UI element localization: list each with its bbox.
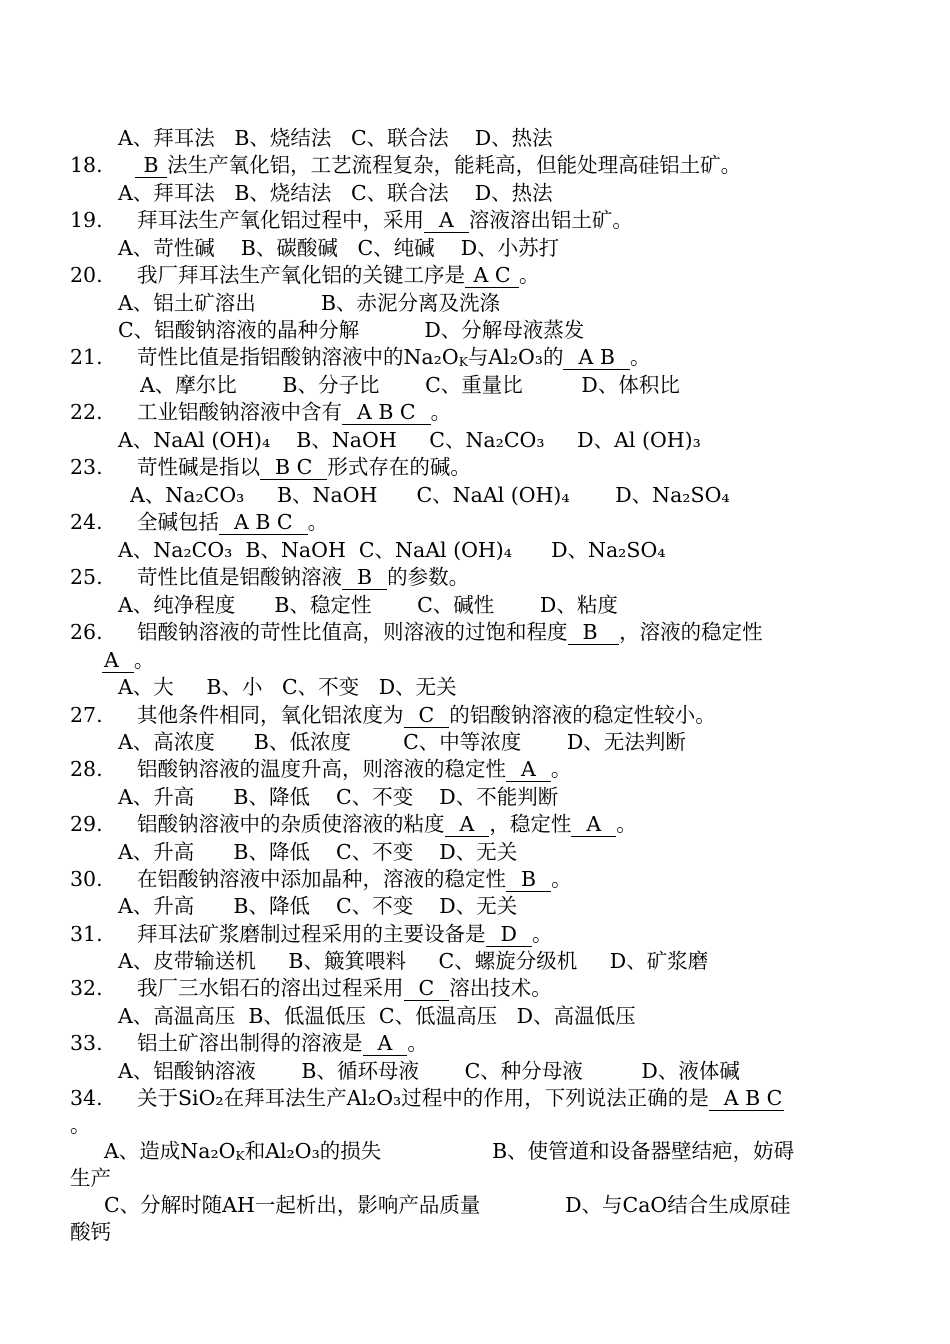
question-number: 25. <box>70 565 103 589</box>
question-number: 18. <box>70 153 103 177</box>
answer-blank: D <box>487 922 531 946</box>
answer-blank: B <box>344 565 386 589</box>
question-text: 其他条件相同，氧化铝浓度为 C 的铝酸钠溶液的稳定性较小。 <box>137 703 716 727</box>
answer-blank: A B C <box>710 1086 783 1110</box>
text-line: A、纯净程度 B、稳定性 C、碱性 D、粘度 <box>118 593 618 617</box>
answer-blank: A <box>364 1031 406 1055</box>
question-number: 29. <box>70 812 103 836</box>
question-text: 铝酸钠溶液的温度升高，则溶液的稳定性 A 。 <box>137 757 572 781</box>
question-number: 32. <box>70 976 103 1000</box>
answer-blank: B <box>569 620 618 644</box>
text-line: A、高浓度 B、低浓度 C、中等浓度 D、无法判断 <box>118 730 686 754</box>
question-text: 苛性碱是指以 B C 形式存在的碱。 <box>137 455 471 479</box>
question-text: 铝酸钠溶液的苛性比值高，则溶液的过饱和程度 B ，溶液的稳定性 <box>137 620 763 644</box>
text-line: A、Na₂CO₃ B、NaOH C、NaAl (OH)₄ D、Na₂SO₄ <box>130 483 730 507</box>
question-number: 31. <box>70 922 103 946</box>
question-text: 苛性比值是铝酸钠溶液 B 的参数。 <box>137 565 470 589</box>
text-line: A、拜耳法 B、烧结法 C、联合法 D、热法 <box>118 126 553 150</box>
question-text: A 。 <box>104 648 155 672</box>
question-number: 24. <box>70 510 103 534</box>
text-line: 酸钙 <box>70 1220 111 1244</box>
question-text: B 法生产氧化铝，工艺流程复杂，能耗高，但能处理高硅铝土矿。 <box>137 153 742 177</box>
text-line: A、高温高压 B、低温低压 C、低温高压 D、高温低压 <box>118 1004 636 1028</box>
question-text: 铝土矿溶出制得的溶液是 A 。 <box>137 1031 428 1055</box>
question-number: 19. <box>70 208 103 232</box>
text-line: A、造成$Na_2O_K$和Al₂O₃的损失 B、使管道和设备器壁结疤，妨碍 <box>104 1139 795 1163</box>
question-number: 28. <box>70 757 103 781</box>
answer-blank: A <box>104 648 132 672</box>
text-line: C、铝酸钠溶液的晶种分解 D、分解母液蒸发 <box>118 318 585 342</box>
text-line: A、铝土矿溶出 B、赤泥分离及洗涤 <box>118 291 501 315</box>
question-text: 拜耳法矿浆磨制过程采用的主要设备是 D 。 <box>137 922 553 946</box>
text-line: A、大 B、小 C、不变 D、无关 <box>118 675 457 699</box>
answer-blank: A B C <box>344 400 429 424</box>
text-line: A、升高 B、降低 C、不变 D、无关 <box>118 894 518 918</box>
text-line: C、分解时随AH一起析出，影响产品质量 D、与CaO结合生成原硅 <box>104 1193 791 1217</box>
answer-blank: A <box>508 757 549 781</box>
answer-blank: B <box>508 867 550 891</box>
text-line: A、摩尔比 B、分子比 C、重量比 D、体积比 <box>140 373 680 397</box>
text-line: A、Na₂CO₃ B、NaOH C、NaAl (OH)₄ D、Na₂SO₄ <box>118 538 666 562</box>
text-line: A、苛性碱 B、碳酸碱 C、纯碱 D、小苏打 <box>118 236 560 260</box>
question-number: 27. <box>70 703 103 727</box>
text-line: A、NaAl (OH)₄ B、NaOH C、Na₂CO₃ D、Al (OH)₃ <box>118 428 701 452</box>
question-text: 铝酸钠溶液中的杂质使溶液的粘度 A ，稳定性 A 。 <box>137 812 637 836</box>
question-number: 23. <box>70 455 103 479</box>
question-number: 22. <box>70 400 103 424</box>
question-number: 33. <box>70 1031 103 1055</box>
text-line: 生产 <box>70 1166 111 1190</box>
question-number: 21. <box>70 345 103 369</box>
question-text: 在铝酸钠溶液中添加晶种，溶液的稳定性 B 。 <box>137 867 572 891</box>
question-text: 苛性比值是指铝酸钠溶液中的$Na_2O_K$与Al₂O₃的 A B 。 <box>137 345 651 369</box>
answer-blank: A B <box>565 345 628 369</box>
answer-blank: B C <box>262 455 326 479</box>
answer-blank: C <box>405 703 448 727</box>
answer-blank: A C <box>467 263 518 287</box>
question-number: 30. <box>70 867 103 891</box>
answer-blank: B <box>137 153 166 177</box>
question-text: 关于SiO₂在拜耳法生产Al₂O₃过程中的作用，下列说法正确的是 A B C <box>137 1086 783 1110</box>
question-number: 34. <box>70 1086 103 1110</box>
question-text: 全碱包括 A B C 。 <box>137 510 329 534</box>
answer-blank: A <box>573 812 615 836</box>
question-number: 26. <box>70 620 103 644</box>
question-number: 20. <box>70 263 103 287</box>
answer-blank: C <box>405 976 448 1000</box>
text-line: A、皮带输送机 B、簸箕喂料 C、螺旋分级机 D、矿浆磨 <box>118 949 709 973</box>
text-line: A、铝酸钠溶液 B、循环母液 C、种分母液 D、液体碱 <box>118 1059 740 1083</box>
text-line: A、升高 B、降低 C、不变 D、不能判断 <box>118 785 559 809</box>
question-text: 我厂拜耳法生产氧化铝的关键工序是 A C 。 <box>137 263 540 287</box>
question-text: 工业铝酸钠溶液中含有 A B C 。 <box>137 400 452 424</box>
question-text: 拜耳法生产氧化铝过程中，采用 A 溶液溶出铝土矿。 <box>137 208 633 232</box>
answer-blank: A <box>426 208 467 232</box>
answer-blank: A <box>446 812 488 836</box>
text-line: 。 <box>70 1113 91 1137</box>
answer-blank: A B C <box>221 510 306 534</box>
text-line: A、升高 B、降低 C、不变 D、无关 <box>118 840 518 864</box>
question-text: 我厂三水铝石的溶出过程采用 C 溶出技术。 <box>137 976 552 1000</box>
text-line: A、拜耳法 B、烧结法 C、联合法 D、热法 <box>118 181 553 205</box>
